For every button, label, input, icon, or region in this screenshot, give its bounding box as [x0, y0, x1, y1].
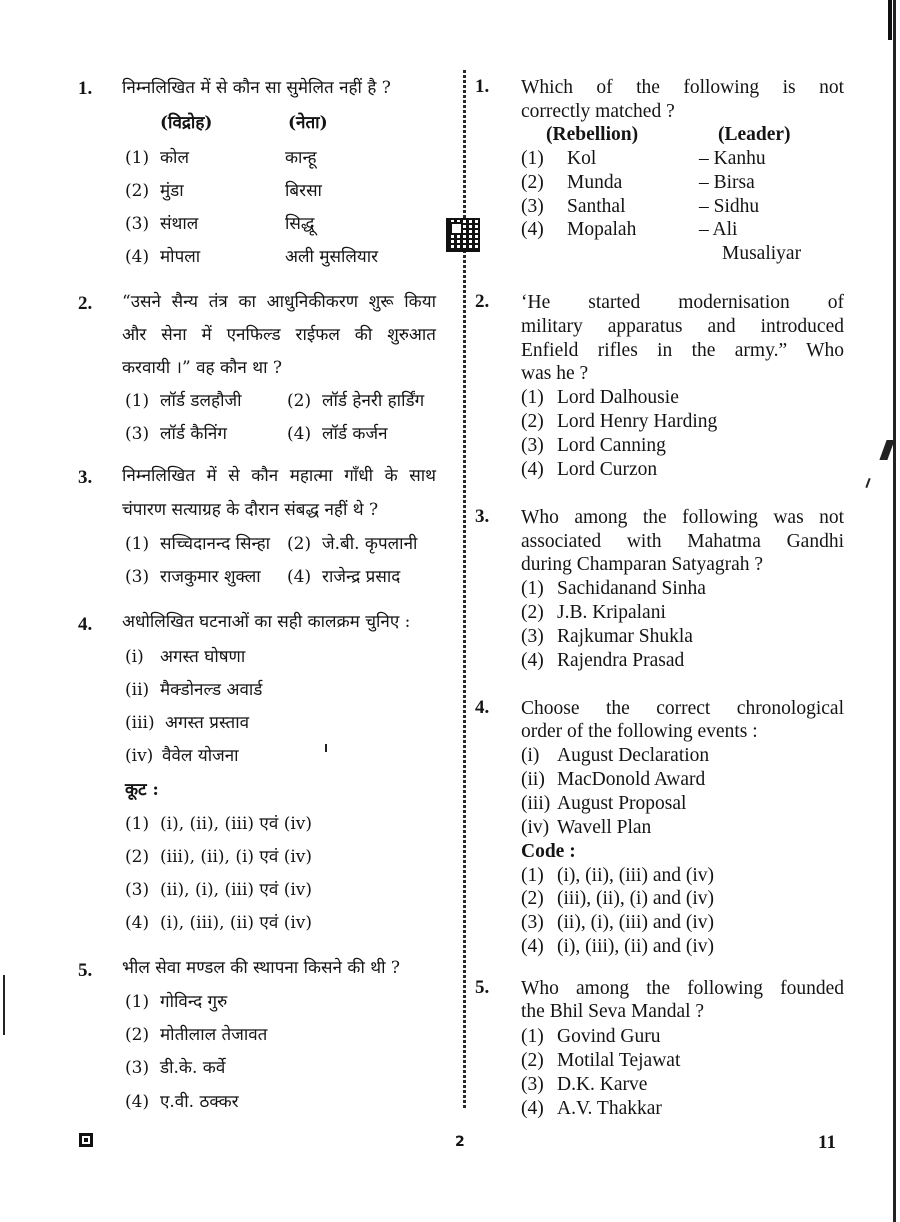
option-number: (3): [125, 567, 150, 587]
option-number: (3): [521, 912, 544, 933]
option-number: (4): [287, 424, 312, 444]
page-edge-line: [893, 0, 896, 1222]
question-text-line: correctly matched ?: [521, 101, 675, 122]
option-number: (1): [521, 387, 544, 408]
option-number: (1): [125, 534, 150, 554]
match-item-a: संथाल: [160, 214, 199, 234]
match-item-b: बिरसा: [285, 181, 322, 201]
option-number: (4): [521, 1098, 544, 1119]
option-number: (1): [521, 865, 544, 886]
question-text-line: during Champaran Satyagrah ?: [521, 554, 764, 575]
option-text: J.B. Kripalani: [557, 602, 666, 623]
match-item-a: कोल: [160, 148, 189, 168]
option-text: A.V. Thakkar: [557, 1098, 662, 1119]
match-item-a: मोपला: [160, 247, 201, 267]
option-number: (4): [521, 219, 544, 240]
question-text-line: associated with Mahatma Gandhi: [521, 531, 844, 552]
question-number: 5.: [78, 960, 93, 981]
option-number: (3): [125, 1058, 150, 1078]
question-text-line: was he ?: [521, 363, 589, 384]
match-item-b-continued: Musaliyar: [722, 243, 802, 264]
event-number: (iii): [521, 793, 551, 814]
option-number: (2): [287, 534, 312, 554]
scan-smudge: [865, 478, 870, 488]
option-number: (3): [521, 626, 544, 647]
page-number: 11: [818, 1132, 836, 1153]
column-header-rebellion: (Rebellion): [546, 124, 639, 145]
option-number: (2): [521, 172, 544, 193]
option-text: जे.बी. कृपलानी: [322, 534, 418, 554]
event-number: (i): [521, 745, 540, 766]
scan-smudge: [325, 744, 327, 752]
page-corner-mark: [79, 1133, 93, 1147]
event-text: अगस्त प्रस्ताव: [165, 713, 250, 733]
event-number: (ii): [521, 769, 545, 790]
center-page-number: 2: [455, 1134, 465, 1150]
option-text: लॉर्ड हेनरी हार्डिंग: [322, 391, 425, 411]
option-number: (2): [125, 1025, 150, 1045]
option-text: (ii), (i), (iii) एवं (iv): [160, 880, 312, 900]
match-item-a: मुंडा: [160, 181, 184, 201]
option-text: Lord Dalhousie: [557, 387, 679, 408]
match-item-b: कान्हू: [285, 148, 317, 168]
event-text: वैवेल योजना: [162, 746, 239, 766]
question-text-line: करवायी ।” वह कौन था ?: [122, 358, 283, 378]
option-number: (4): [125, 247, 150, 267]
option-number: (3): [125, 880, 150, 900]
option-number: (1): [125, 992, 150, 1012]
option-text: Sachidanand Sinha: [557, 578, 706, 599]
option-number: (4): [521, 936, 544, 957]
option-text: ए.वी. ठक्कर: [160, 1092, 239, 1112]
column-header-rebellion: (विद्रोह): [160, 113, 213, 133]
question-number: 2.: [78, 293, 93, 314]
option-text: Lord Curzon: [557, 459, 658, 480]
question-number: 5.: [475, 977, 490, 998]
event-text: मैक्डोनल्ड अवार्ड: [160, 680, 263, 700]
option-text: (i), (iii), (ii) and (iv): [557, 936, 715, 957]
option-text: (i), (ii), (iii) and (iv): [557, 865, 715, 886]
question-number: 4.: [475, 697, 490, 718]
question-text-line: military apparatus and introduced: [521, 316, 844, 337]
match-item-b: – Birsa: [699, 172, 755, 193]
option-text: लॉर्ड कर्जन: [322, 424, 388, 444]
option-number: (3): [521, 196, 544, 217]
option-text: Rajkumar Shukla: [557, 626, 693, 647]
event-number: (iv): [521, 817, 550, 838]
match-item-b: – Sidhu: [699, 196, 760, 217]
question-text-line: order of the following events :: [521, 721, 758, 742]
question-text-line: Choose the correct chronological: [521, 698, 844, 719]
question-number: 3.: [78, 467, 93, 488]
option-text: D.K. Karve: [557, 1074, 648, 1095]
event-text: August Declaration: [557, 745, 710, 766]
option-number: (2): [521, 411, 544, 432]
option-number: (2): [125, 847, 150, 867]
column-header-leader: (नेता): [288, 113, 328, 133]
option-number: (1): [521, 1026, 544, 1047]
event-number: (iii): [125, 713, 155, 733]
match-item-b: – Ali: [699, 219, 738, 240]
column-header-leader: (Leader): [718, 124, 791, 145]
option-text: मोतीलाल तेजावत: [160, 1025, 268, 1045]
option-text: डी.के. कर्वे: [160, 1058, 226, 1078]
option-text: (iii), (ii), (i) एवं (iv): [160, 847, 312, 867]
option-number: (2): [125, 181, 150, 201]
option-text: राजकुमार शुक्ला: [160, 567, 261, 587]
question-number: 2.: [475, 291, 490, 312]
event-text: अगस्त घोषणा: [160, 647, 246, 667]
question-text-line: चंपारण सत्याग्रह के दौरान संबद्ध नहीं थे ?: [122, 500, 379, 520]
event-text: MacDonold Award: [557, 769, 706, 790]
match-item-a: Mopalah: [567, 219, 637, 240]
match-item-b: – Kanhu: [699, 148, 766, 169]
option-text: (i), (ii), (iii) एवं (iv): [160, 814, 312, 834]
question-text-line: ‘He started modernisation of: [521, 292, 844, 313]
option-number: (2): [521, 888, 544, 909]
option-text: Lord Canning: [557, 435, 666, 456]
question-text-line: “उसने सैन्य तंत्र का आधुनिकीकरण शुरू किया: [122, 292, 436, 312]
match-item-a: Munda: [567, 172, 623, 193]
question-number: 3.: [475, 506, 490, 527]
qr-code: [446, 218, 480, 252]
option-text: सच्चिदानन्द सिन्हा: [160, 534, 271, 554]
option-text: गोविन्द गुरु: [160, 992, 228, 1012]
option-text: Govind Guru: [557, 1026, 661, 1047]
question-number: 1.: [475, 76, 490, 97]
option-text: लॉर्ड कैनिंग: [160, 424, 227, 444]
option-number: (1): [125, 814, 150, 834]
option-number: (3): [125, 424, 150, 444]
option-number: (1): [125, 148, 150, 168]
option-text: Rajendra Prasad: [557, 650, 685, 671]
code-label: Code :: [521, 841, 576, 862]
question-text: भील सेवा मण्डल की स्थापना किसने की थी ?: [122, 958, 401, 978]
option-number: (4): [521, 459, 544, 480]
option-number: (1): [521, 578, 544, 599]
question-text-line: Who among the following founded: [521, 978, 844, 999]
option-number: (4): [287, 567, 312, 587]
option-text: राजेन्द्र प्रसाद: [322, 567, 401, 587]
question-text: निम्नलिखित में से कौन सा सुमेलित नहीं है ?: [122, 78, 391, 98]
option-text: (iii), (ii), (i) and (iv): [557, 888, 715, 909]
match-item-b: सिद्धू: [285, 214, 315, 234]
option-number: (3): [521, 435, 544, 456]
question-text-line: Who among the following was not: [521, 507, 844, 528]
question-text-line: और सेना में एनफिल्ड राईफल की शुरुआत: [122, 325, 436, 345]
option-number: (1): [521, 148, 544, 169]
match-item-b: अली मुसलियार: [285, 247, 379, 267]
scan-smudge: [3, 975, 5, 1035]
option-number: (2): [521, 602, 544, 623]
event-text: Wavell Plan: [557, 817, 652, 838]
question-number: 1.: [78, 78, 93, 99]
page-edge-mark: [888, 0, 892, 40]
question-text: अधोलिखित घटनाओं का सही कालक्रम चुनिए :: [122, 612, 411, 632]
option-number: (3): [521, 1074, 544, 1095]
question-text-line: Enfield rifles in the army.” Who: [521, 340, 844, 361]
event-number: (ii): [125, 680, 150, 700]
match-item-a: Santhal: [567, 196, 626, 217]
question-text-line: Which of the following is not: [521, 77, 844, 98]
event-text: August Proposal: [557, 793, 687, 814]
event-number: (i): [125, 647, 144, 667]
event-number: (iv): [125, 746, 154, 766]
option-text: Motilal Tejawat: [557, 1050, 681, 1071]
option-text: (i), (iii), (ii) एवं (iv): [160, 913, 312, 933]
question-number: 4.: [78, 614, 93, 635]
option-number: (2): [521, 1050, 544, 1071]
option-number: (4): [521, 650, 544, 671]
option-number: (4): [125, 913, 150, 933]
option-text: (ii), (i), (iii) and (iv): [557, 912, 715, 933]
option-number: (4): [125, 1092, 150, 1112]
question-text-line: निम्नलिखित में से कौन महात्मा गाँधी के साथ: [122, 466, 436, 486]
match-item-a: Kol: [567, 148, 597, 169]
option-text: Lord Henry Harding: [557, 411, 718, 432]
option-number: (2): [287, 391, 312, 411]
option-number: (1): [125, 391, 150, 411]
option-number: (3): [125, 214, 150, 234]
question-text-line: the Bhil Seva Mandal ?: [521, 1001, 705, 1022]
option-text: लॉर्ड डलहौजी: [160, 391, 242, 411]
code-label: कूट :: [125, 780, 159, 800]
